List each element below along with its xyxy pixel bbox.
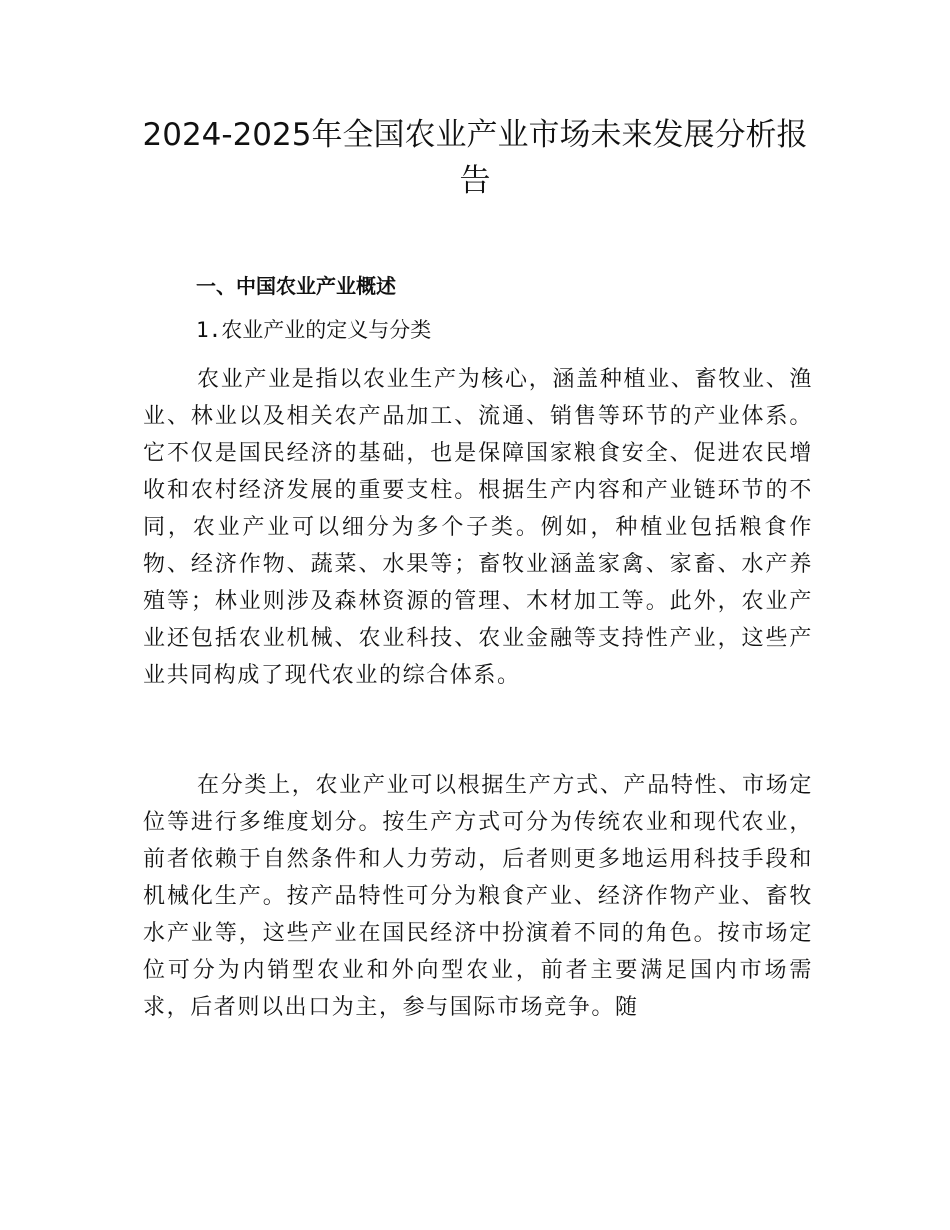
body-paragraph: 在分类上，农业产业可以根据生产方式、产品特性、市场定位等进行多维度划分。按生产方式可分为传统农业和现代农业，前者依赖于自然条件和人力劳动，后者则更多地运用科技手段和机械化生产。按产品特性可分为粮食产业、经济作物产业、畜牧水产业等，这些产业在国民经济中扮演着不同的角色。按市场定位可分为内销型农业和外向型农业，前者主要满足国内市场需求，后者则以出口为主，参与国际市场竞争。随 bbox=[143, 773, 813, 1020]
sub-heading: 1.农业产业的定义与分类 bbox=[196, 318, 432, 342]
document-title: 2024-2025年全国农业产业市场未来发展分析报告 bbox=[142, 117, 808, 199]
body-paragraph: 农业产业是指以农业生产为核心，涵盖种植业、畜牧业、渔业、林业以及相关农产品加工、流通、销售等环节的产业体系。它不仅是国民经济的基础，也是保障国家粮食安全、促进农民增收和农村经济发展的重要支柱。根据生产内容和产业链环节的不同，农业产业可以细分为多个子类。例如，种植业包括粮食作物、经济作物、蔬菜、水果等；畜牧业涵盖家禽、家畜、水产养殖等；林业则涉及森林资源的管理、木材加工等。此外，农业产业还包括农业机械、农业科技、农业金融等支持性产业，这些产业共同构成了现代农业的综合体系。 bbox=[143, 367, 813, 688]
section-heading: 一、中国农业产业概述 bbox=[196, 274, 396, 298]
